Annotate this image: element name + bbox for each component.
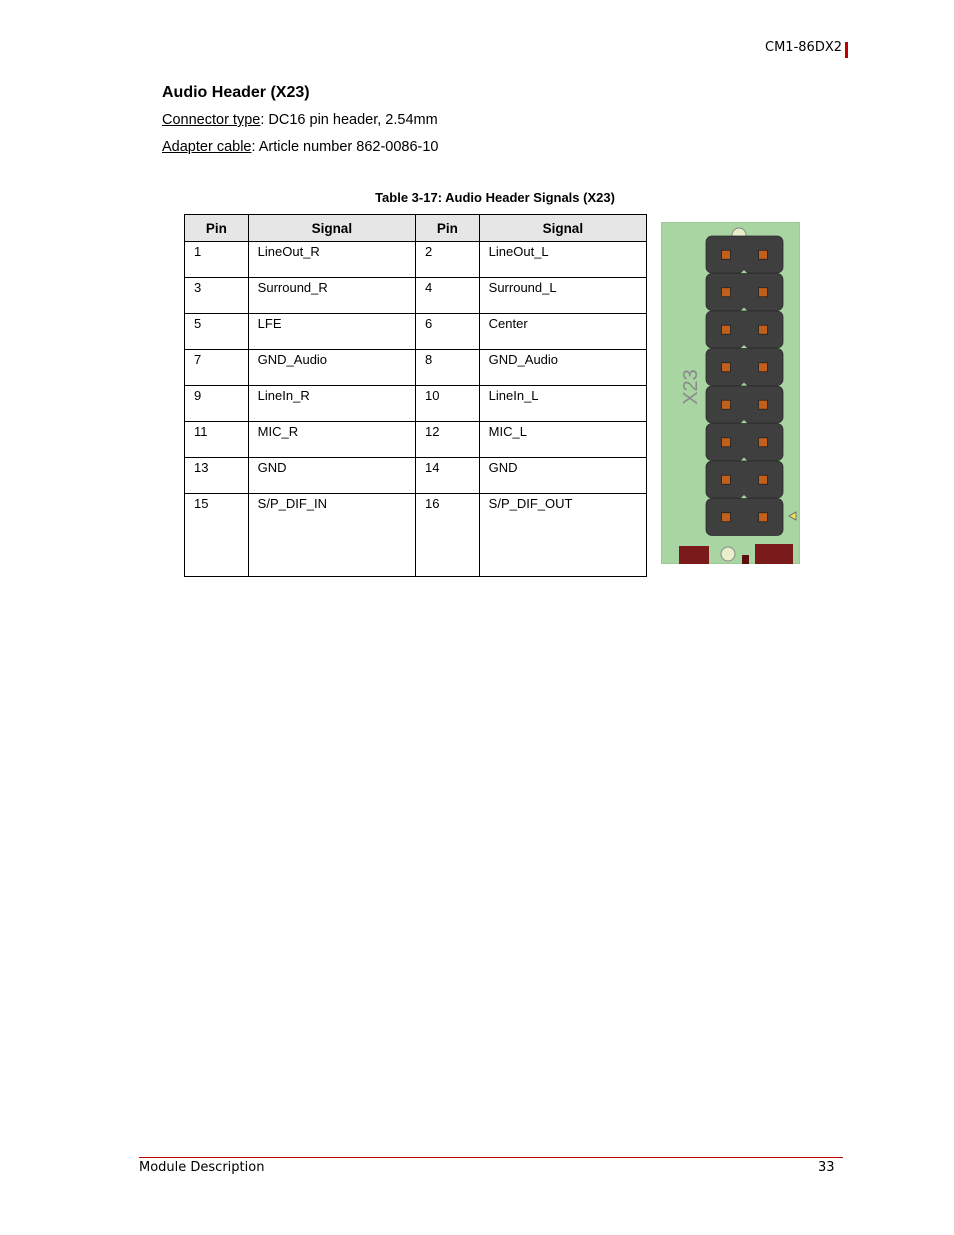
signal-cell: LineOut_L	[479, 242, 646, 278]
right-pad	[755, 544, 793, 564]
pin-10	[759, 400, 768, 409]
pin-6	[759, 325, 768, 334]
pin-cell: 8	[415, 350, 479, 386]
signal-cell: Center	[479, 314, 646, 350]
table-row	[185, 422, 647, 458]
pin-cell: 4	[415, 278, 479, 314]
left-pad	[679, 546, 709, 564]
adapter-cable-value: : Article number 862-0086-10	[251, 139, 439, 155]
header-body	[706, 236, 783, 536]
pin-cell: 3	[185, 278, 249, 314]
table-row	[185, 314, 647, 350]
connector-x23-figure	[661, 222, 800, 564]
header-accent-bar	[845, 42, 848, 58]
pin-9	[722, 400, 731, 409]
pin-5	[722, 325, 731, 334]
column-header-pin: Pin	[185, 215, 249, 242]
pin-cell: 5	[185, 314, 249, 350]
pin-cell: 10	[415, 386, 479, 422]
signal-cell: LineIn_L	[479, 386, 646, 422]
column-header-signal: Signal	[479, 215, 646, 242]
signal-cell: Surround_L	[479, 278, 646, 314]
signal-cell: Surround_R	[248, 278, 415, 314]
header-segment	[706, 274, 783, 311]
pin-cell: 16	[415, 494, 479, 577]
pin-16	[759, 513, 768, 522]
pin-11	[722, 438, 731, 447]
header-segment	[706, 424, 783, 461]
footer-divider	[139, 1157, 843, 1158]
signals-table	[184, 214, 647, 577]
signal-cell: GND_Audio	[479, 350, 646, 386]
signal-cell: GND_Audio	[248, 350, 415, 386]
signal-cell: LFE	[248, 314, 415, 350]
signal-cell: GND	[248, 458, 415, 494]
header-segment	[706, 236, 783, 273]
pin-cell: 12	[415, 422, 479, 458]
table-row	[185, 350, 647, 386]
header-segment	[706, 499, 783, 536]
signal-cell: GND	[479, 458, 646, 494]
table-row	[185, 458, 647, 494]
document-id: CM1-86DX2	[765, 40, 842, 55]
pin-cell: 6	[415, 314, 479, 350]
adapter-cable-line	[162, 139, 438, 155]
pin-13	[722, 475, 731, 484]
pin-14	[759, 475, 768, 484]
adapter-cable-label: Adapter cable	[162, 139, 252, 155]
small-pad	[742, 555, 749, 564]
pin-12	[759, 438, 768, 447]
connector-type-label: Connector type	[162, 112, 261, 128]
column-header-signal: Signal	[248, 215, 415, 242]
signal-cell: LineOut_R	[248, 242, 415, 278]
pin-cell: 11	[185, 422, 249, 458]
section-title: Audio Header (X23)	[162, 84, 310, 101]
header-segment	[706, 311, 783, 348]
pin-2	[759, 250, 768, 259]
table-row	[185, 242, 647, 278]
signal-cell: S/P_DIF_IN	[248, 494, 415, 577]
pin-1	[722, 250, 731, 259]
pin-15	[722, 513, 731, 522]
pin-cell: 14	[415, 458, 479, 494]
signal-cell: S/P_DIF_OUT	[479, 494, 646, 577]
connector-type-line	[162, 112, 438, 128]
table-row	[185, 278, 647, 314]
header-segment	[706, 461, 783, 498]
footer-section-name: Module Description	[139, 1160, 265, 1175]
pin-cell: 1	[185, 242, 249, 278]
pin-7	[722, 363, 731, 372]
table-header-row	[185, 215, 647, 242]
mounting-hole-bottom	[721, 547, 735, 561]
connector-label: X23	[680, 369, 702, 405]
signal-cell: MIC_R	[248, 422, 415, 458]
pin-cell: 7	[185, 350, 249, 386]
header-segment	[706, 386, 783, 423]
signal-cell: LineIn_R	[248, 386, 415, 422]
pin-cell: 13	[185, 458, 249, 494]
pin-4	[759, 288, 768, 297]
page-number: 33	[818, 1160, 835, 1175]
table-caption: Table 3-17: Audio Header Signals (X23)	[375, 190, 615, 205]
header-segment	[706, 349, 783, 386]
column-header-pin: Pin	[415, 215, 479, 242]
pin-cell: 9	[185, 386, 249, 422]
signal-cell: MIC_L	[479, 422, 646, 458]
pin-cell: 2	[415, 242, 479, 278]
table-row	[185, 386, 647, 422]
table-row	[185, 494, 647, 577]
pin-8	[759, 363, 768, 372]
pin-3	[722, 288, 731, 297]
pin-cell: 15	[185, 494, 249, 577]
connector-type-value: : DC16 pin header, 2.54mm	[260, 112, 438, 128]
